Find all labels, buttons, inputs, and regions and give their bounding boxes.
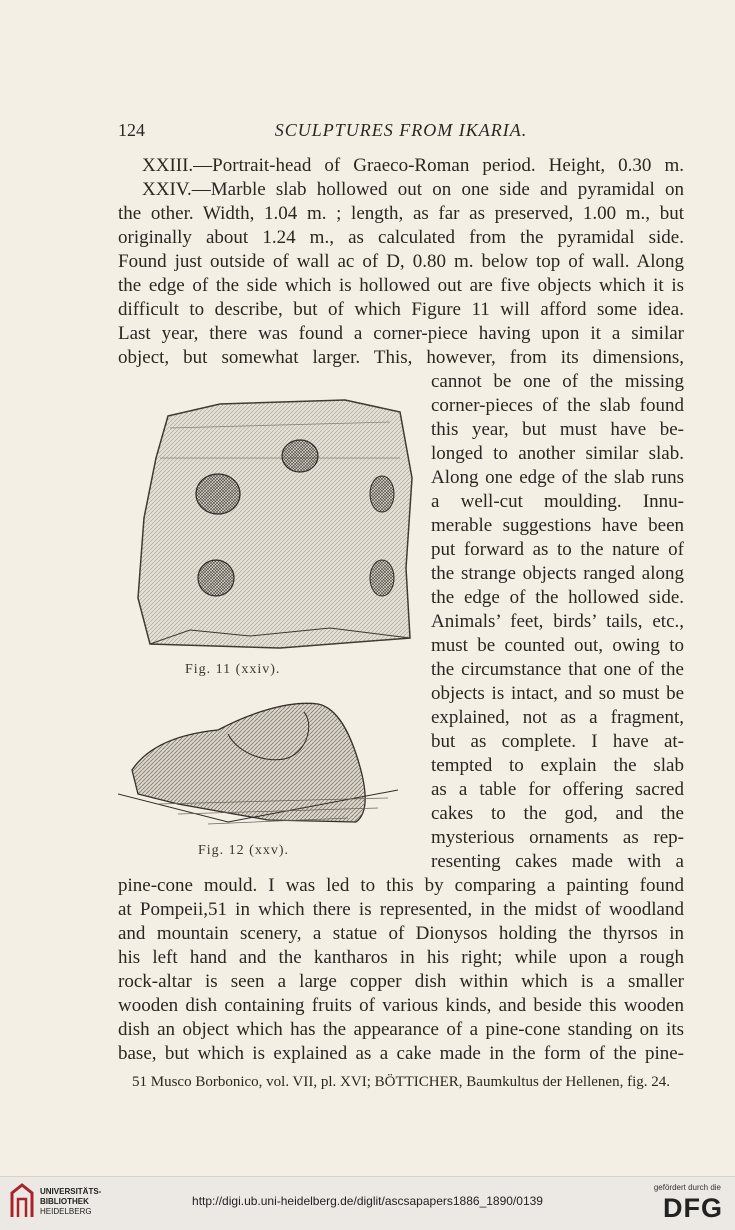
figure-11-caption: Fig. 11 (xxiv). [185, 662, 281, 677]
running-header [118, 120, 684, 144]
text-line: his left hand and the kantharos in his right; while upon a rough [118, 947, 684, 968]
text-line: XXIV.—Marble slab hollowed out on one side and pyramidal on [142, 179, 684, 200]
text-line: the other. Width, 1.04 m. ; length, as far as preserved, 1.00 m., but [118, 203, 684, 224]
text-line: Found just outside of wall ac of D, 0.80 m. below top of wall. Along [118, 251, 684, 272]
text-line: resenting cakes made with a [431, 851, 684, 872]
text-line: at Pompeii,51 in which there is represented, in the midst of woodland [118, 899, 684, 920]
text-line: longed to another similar slab. [431, 443, 684, 464]
text-line: the edge of the hollowed side. [431, 587, 684, 608]
text-line: XXIII.—Portrait-head of Graeco-Roman period. Height, 0.30 m. [142, 155, 684, 176]
text-line: mysterious ornaments as rep- [431, 827, 684, 848]
text-line: tempted to explain the slab [431, 755, 684, 776]
text-line: originally about 1.24 m., as calculated from the pyramidal side. [118, 227, 684, 248]
text-line: the edge of the side which is hollowed out are five objects which it is [118, 275, 684, 296]
text-line: dish an object which has the appearance of a pine-cone standing on its [118, 1019, 684, 1040]
text-line: pine-cone mould. I was led to this by comparing a painting found [118, 875, 684, 896]
running-title: SCULPTURES FROM IKARIA. [274, 120, 528, 140]
text-line: corner-pieces of the slab found [431, 395, 684, 416]
text-line: Along one edge of the slab runs [431, 467, 684, 488]
text-line: the circumstance that one of the [431, 659, 684, 680]
text-line: rock-altar is seen a large copper dish within which is a smaller [118, 971, 684, 992]
text-line: a well-cut moulding. Innu- [431, 491, 684, 512]
figure-12-corner-piece [118, 694, 403, 838]
figure-12-caption: Fig. 12 (xxv). [198, 843, 289, 858]
footnote: 51 Musco Borbonico, vol. VII, pl. XVI; BÖTTICHER, Baumkultus der Hellenen, fig. 24. [132, 1074, 670, 1090]
text-line: the strange objects ranged along [431, 563, 684, 584]
digitization-footer [0, 1176, 735, 1230]
text-line: this year, but must have be- [431, 419, 684, 440]
library-name: UNIVERSITÄTS- BIBLIOTHEK HEIDELBERG [40, 1187, 102, 1216]
text-line: cannot be one of the missing [431, 371, 684, 392]
text-line: object, but somewhat larger. This, however, from its dimensions, [118, 347, 684, 368]
text-line: objects is intact, and so must be [431, 683, 684, 704]
text-line: and mountain scenery, a statue of Dionysos holding the thyrsos in [118, 923, 684, 944]
source-url[interactable]: http://digi.ub.uni-heidelberg.de/diglit/ascsapapers1886_1890/0139 [192, 1194, 543, 1208]
text-line: difficult to describe, but of which Figure 11 will afford some idea. [118, 299, 684, 320]
text-line: but as complete. I have at- [431, 731, 684, 752]
text-line: put forward as to the nature of [431, 539, 684, 560]
text-line: cakes to the god, and the [431, 803, 684, 824]
page-number: 124 [118, 120, 145, 140]
text-line: base, but which is explained as a cake made in the form of the pine- [118, 1043, 684, 1064]
text-line: merable suggestions have been [431, 515, 684, 536]
figure-11-slab [130, 398, 420, 656]
text-line: must be counted out, owing to [431, 635, 684, 656]
text-line: Last year, there was found a corner-piece having upon it a similar [118, 323, 684, 344]
text-line: wooden dish containing fruits of various kinds, and beside this wooden [118, 995, 684, 1016]
text-line: Animals’ feet, birds’ tails, etc., [431, 611, 684, 632]
text-line: as a table for offering sacred [431, 779, 684, 800]
funded-by-label: gefördert durch die [653, 1183, 721, 1192]
text-line: explained, not as a fragment, [431, 707, 684, 728]
dfg-logo: DFG [663, 1193, 723, 1223]
